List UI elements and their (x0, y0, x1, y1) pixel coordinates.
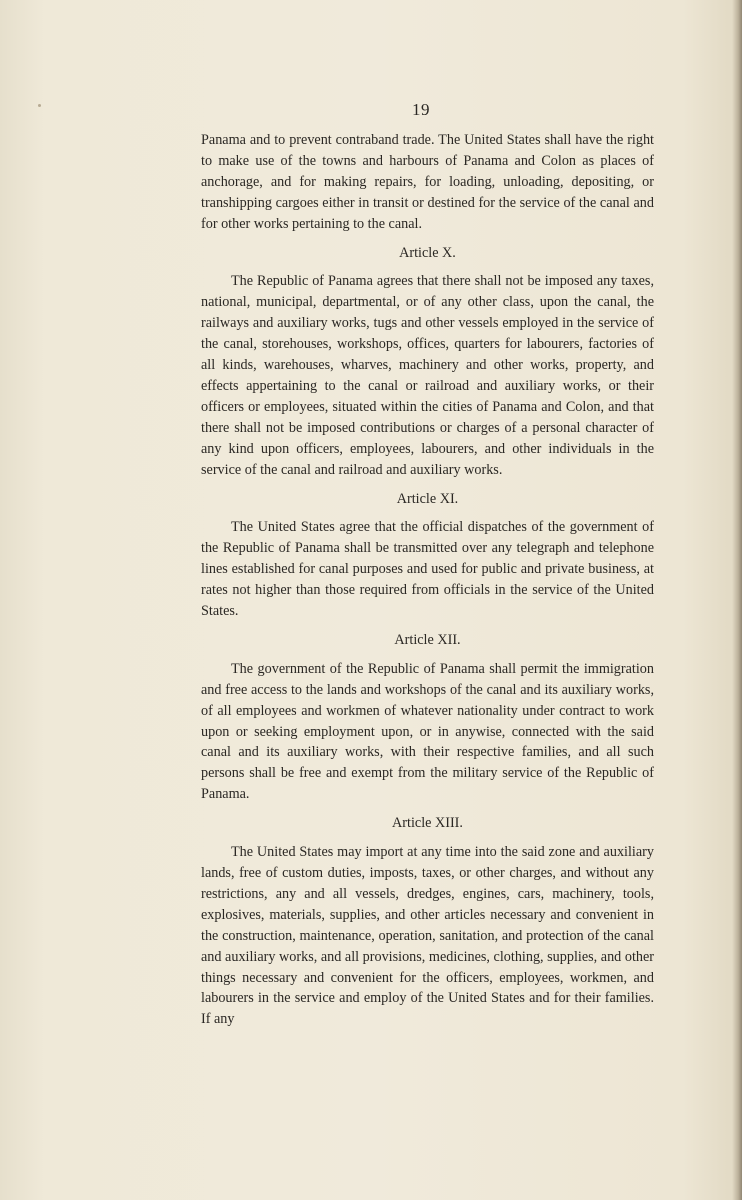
paragraph-article-xii: The government of the Republic of Panama shall permit the immigration and free access to the lands and workshops of the canal and its auxiliary works, of all employees and workmen of whatever nationality under contract to work upon or seeking employment upon, or in anywise, connected with the said canal and its auxiliary works, with their respective families, and all such persons shall be free and exempt from the military service of the Republic of Panama. (201, 660, 654, 803)
paragraph-article-xiii: The United States may import at any time into the said zone and auxiliary lands, free of custom duties, imposts, taxes, or other charges, and without any restrictions, any and all vessels, dredges, engines, cars, machinery, tools, explosives, materials, supplies, and other articles necessary and convenient in the construction, maintenance, operation, sanitation, and protection of the canal and auxiliary works, and all provisions, medicines, clothing, supplies, and other things necessary and convenient for the officers, employees, workmen, and labourers in the service and employ of the United States and for their families. If any (201, 844, 654, 1028)
paragraph-article-xi: The United States agree that the official dispatches of the government of the Republic of Panama shall be transmitted over any telegraph and telephone lines established for canal purposes and used for public and private business, at rates not higher than those required from officials in the service of the United States. (201, 519, 654, 620)
heading-article-xi: Article XI. (396, 490, 459, 507)
paragraph-continued: Panama and to prevent contraband trade. The United States shall have the right to make use of the towns and harbours of Panama and Colon as places of anchorage, and for making repairs, for loading, unloading, depositing, or transhipping cargoes either in transit or destined for the service of the canal and for other works pertaining to the canal. (201, 132, 654, 232)
page-edge-shadow (732, 0, 742, 1200)
page-number: 19 (412, 100, 430, 119)
heading-article-x: Article X. (399, 244, 456, 261)
body-text (201, 130, 654, 1030)
heading-article-xiii: Article XIII. (392, 815, 463, 832)
paragraph-article-x: The Republic of Panama agrees that there shall not be imposed any taxes, national, municipal, departmental, or of any other class, upon the canal, the railways and auxiliary works, tugs and other vessels employed in the service of the canal, storehouses, workshops, offices, quarters for labourers, factories of all kinds, warehouses, wharves, machinery and other works, property, and effects appertaining to the canal or railroad and auxiliary works, or their officers or employees, situated within the cities of Panama and Colon, and that there shall not be imposed contributions or charges of a personal character of any kind upon officers, employees, labourers, and other individuals in the service of the canal and railroad and auxiliary works. (201, 273, 654, 478)
heading-article-xii: Article XII. (394, 631, 461, 648)
